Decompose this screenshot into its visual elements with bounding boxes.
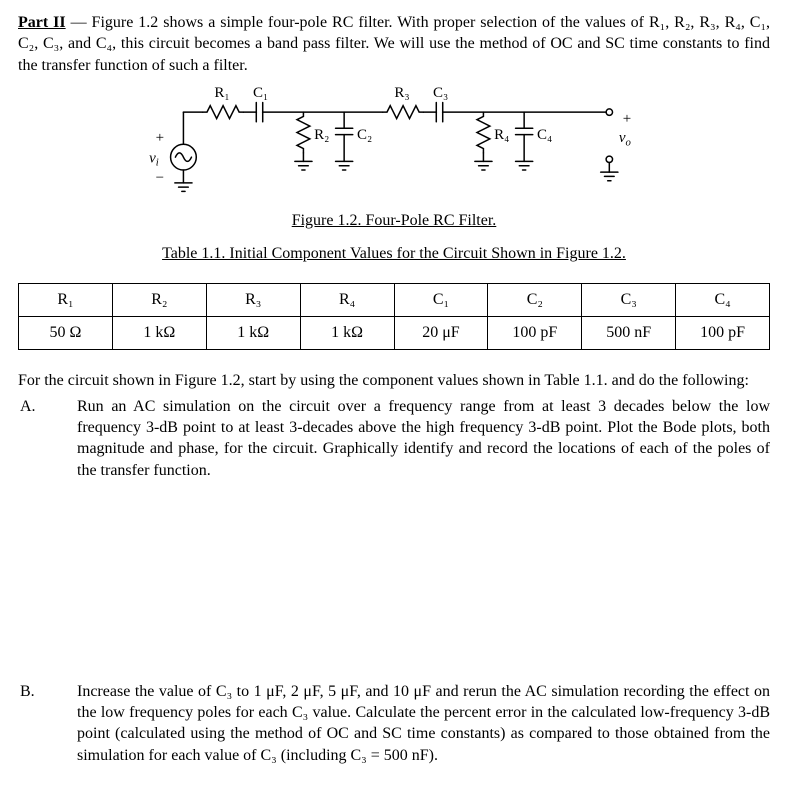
- r4-ground-icon: [474, 161, 491, 170]
- item-b-text: Increase the value of C₃ to 1 μF, 2 μF, 5 μF, and 10 μF and rerun the AC simulation recording the effect on the low frequency poles for each C₃ value. Calculate the percent error in the calculated low-frequency 3-dB point (calculated using the method of OC and SC time constants) as compared to those obtained from the simulation for each value of C₃ (including C₃ = 500 nF).: [77, 682, 770, 764]
- instruction-item-b: [18, 681, 770, 766]
- table-caption: Table 1.1. Initial Component Values for the Circuit Shown in Figure 1.2.: [162, 245, 626, 263]
- source-ground-icon: [174, 183, 191, 192]
- c1-label: C₁: [252, 84, 268, 101]
- output-label: $v_o$: [618, 129, 631, 149]
- r4-label: R₄: [493, 126, 509, 143]
- table-header-cell: R₁: [19, 283, 113, 316]
- output-terminal-icon: [606, 109, 612, 172]
- intro-paragraph: [18, 12, 770, 76]
- r3-label: R₃: [393, 84, 410, 101]
- output-ground-icon: [600, 172, 617, 181]
- resistor-r3-icon: [382, 106, 423, 119]
- c2-label: C₂: [356, 126, 372, 143]
- table-header-cell: R₃: [206, 283, 300, 316]
- table-cell: 100 pF: [676, 316, 770, 349]
- output-plus-label: +: [622, 110, 631, 127]
- table-cell: 20 μF: [394, 316, 488, 349]
- component-values-table: [18, 283, 770, 350]
- table-cell: 1 kΩ: [300, 316, 394, 349]
- table-cell: 50 Ω: [19, 316, 113, 349]
- table-header-cell: C₁: [394, 283, 488, 316]
- table-header-cell: C₄: [676, 283, 770, 316]
- source-plus-label: +: [155, 129, 164, 146]
- part-label: Part II: [18, 14, 66, 31]
- table-header-cell: C₂: [488, 283, 582, 316]
- c4-label: C₄: [536, 126, 552, 143]
- table-header-cell: R₂: [112, 283, 206, 316]
- r2-label: R₂: [313, 126, 329, 143]
- intro-text: — Figure 1.2 shows a simple four-pole RC filter. With proper selection of the values of R₁, R₂, R₃, R₄, C₁, C₂, C₃, and C₄, this circuit becomes a band pass filter. We will use the method of OC and SC time constants to find the transfer function of such a filter.: [18, 14, 771, 74]
- capacitor-c4-icon: [515, 112, 532, 161]
- c4-ground-icon: [515, 161, 532, 170]
- following-paragraph: For the circuit shown in Figure 1.2, start by using the component values shown in Table 1.1. and do the following:: [18, 371, 749, 389]
- voltage-source-icon: [170, 112, 196, 183]
- instruction-item-a: [18, 396, 770, 481]
- resistor-r1-icon: [202, 106, 243, 119]
- circuit-diagram: [142, 80, 647, 200]
- source-minus-label: −: [155, 169, 164, 186]
- circuit-figure: [18, 80, 770, 206]
- table-cell: 500 nF: [582, 316, 676, 349]
- capacitor-c2-icon: [335, 112, 352, 161]
- table-value-row: [19, 316, 770, 349]
- table-cell: 100 pF: [488, 316, 582, 349]
- figure-caption: Figure 1.2. Four-Pole RC Filter.: [291, 212, 497, 230]
- capacitor-c3-icon: [436, 102, 442, 121]
- table-header-cell: C₃: [582, 283, 676, 316]
- resistor-r4-icon: [477, 112, 490, 161]
- item-a-label: A.: [20, 397, 36, 415]
- table-cell: 1 kΩ: [112, 316, 206, 349]
- source-label: $v_i$: [148, 150, 159, 169]
- resistor-r2-icon: [297, 112, 310, 161]
- r2-ground-icon: [294, 161, 311, 170]
- c3-label: C₃: [432, 84, 448, 101]
- c2-ground-icon: [335, 161, 352, 170]
- table-cell: 1 kΩ: [206, 316, 300, 349]
- r1-label: R₁: [213, 84, 230, 101]
- table-header-cell: R₄: [300, 283, 394, 316]
- item-b-label: B.: [20, 682, 35, 700]
- table-header-row: [19, 283, 770, 316]
- capacitor-c1-icon: [256, 102, 262, 121]
- item-a-text: Run an AC simulation on the circuit over a frequency range from at least 3 decades below the low frequency 3-dB point to at least 3-decades above the high frequency 3-dB point. Plot the Bode plots, both magnitude and phase, for the circuit. Graphically identify and record the locations of each of the poles of the transfer function.: [77, 397, 770, 479]
